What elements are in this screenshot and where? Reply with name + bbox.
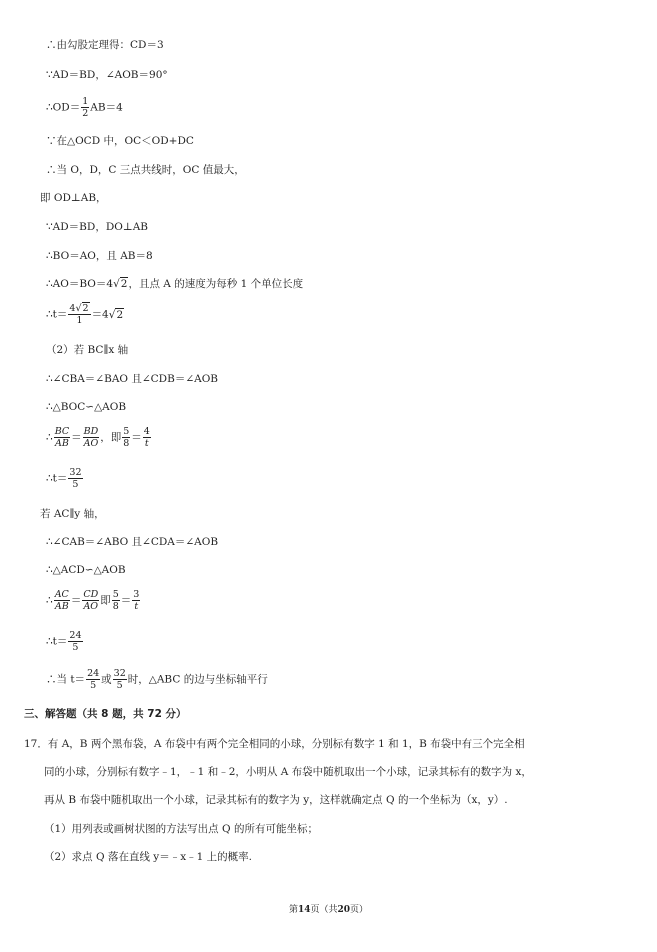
numerator: 5 bbox=[112, 589, 119, 600]
text: 或 bbox=[101, 673, 112, 686]
fraction bbox=[122, 426, 130, 449]
numerator: 32 bbox=[69, 467, 82, 478]
denominator: 8 bbox=[123, 438, 130, 449]
solution-line-6: 即 OD⊥AB， bbox=[40, 192, 107, 204]
text: ＝ bbox=[70, 594, 82, 607]
fraction bbox=[143, 426, 151, 449]
numerator bbox=[68, 303, 90, 315]
numerator: 32 bbox=[113, 668, 126, 679]
text: ∴ bbox=[46, 431, 53, 444]
text: ，且点 A 的速度为每秒 1 个单位长度 bbox=[128, 278, 304, 290]
page-footer bbox=[0, 902, 657, 915]
numerator: 24 bbox=[87, 668, 100, 679]
fraction bbox=[68, 630, 82, 653]
numerator: 24 bbox=[69, 630, 82, 641]
numerator: CD bbox=[83, 589, 99, 600]
solution-line-18: ∴△ACD∽△AOB bbox=[46, 564, 126, 576]
question-line-3: 再从 B 布袋中随机取出一个小球，记录其标有的数字为 y，这样就确定点 Q 的一个坐标为（x，y）. bbox=[44, 794, 508, 806]
denominator: AO bbox=[83, 438, 99, 449]
sqrt: √2 bbox=[75, 303, 89, 314]
text: ∴当 t＝ bbox=[46, 673, 86, 686]
coef: 4 bbox=[69, 303, 76, 314]
question-line-2: 同的小球，分别标有数字﹣1，﹣1 和﹣2，小明从 A 布袋中随机取出一个小球，记录其标有的数字为 x， bbox=[44, 766, 532, 778]
radicand: 2 bbox=[116, 308, 124, 321]
sqrt: √2 bbox=[108, 308, 124, 321]
denominator: 1 bbox=[76, 315, 83, 326]
denominator: 5 bbox=[90, 680, 97, 691]
fraction bbox=[68, 467, 82, 490]
question-part-2: （2）求点 Q 落在直线 y＝﹣x﹣1 上的概率. bbox=[44, 851, 253, 863]
fraction bbox=[68, 303, 90, 326]
fraction bbox=[112, 589, 120, 612]
solution-line-4: ∵在△OCD 中，OC＜OD+DC bbox=[46, 135, 194, 147]
denominator: 8 bbox=[112, 601, 119, 612]
numerator: BC bbox=[54, 426, 70, 437]
fraction bbox=[81, 96, 89, 119]
solution-line-10 bbox=[46, 303, 124, 326]
footer-page-number: 14 bbox=[297, 905, 311, 915]
numerator: AC bbox=[54, 589, 69, 600]
numerator: 5 bbox=[123, 426, 130, 437]
sqrt: √2 bbox=[113, 278, 128, 290]
footer-text: 页（共 bbox=[310, 905, 338, 915]
text: AB＝4 bbox=[90, 101, 123, 114]
solution-line-9 bbox=[46, 277, 303, 291]
text: ∴t＝ bbox=[46, 472, 68, 485]
denominator: 5 bbox=[116, 680, 123, 691]
solution-line-16: 若 AC∥y 轴， bbox=[40, 508, 105, 520]
section-title: 三、解答题（共 8 题，共 72 分） bbox=[24, 708, 187, 720]
footer-text: 第 bbox=[288, 905, 298, 915]
fraction bbox=[113, 668, 127, 691]
denominator: AB bbox=[54, 601, 69, 612]
radicand: 2 bbox=[82, 303, 89, 314]
solution-line-15 bbox=[46, 467, 84, 490]
solution-line-11: （2）若 BC∥x 轴 bbox=[46, 344, 129, 356]
text: ，即 bbox=[100, 431, 122, 444]
solution-line-8: ∴BO＝AO，且 AB＝8 bbox=[46, 250, 153, 262]
solution-line-12: ∴∠CBA＝∠BAO 且∠CDB＝∠AOB bbox=[46, 373, 219, 385]
numerator: BD bbox=[83, 426, 99, 437]
text: 即 bbox=[100, 594, 111, 607]
solution-line-7: ∵AD＝BD，DO⊥AB bbox=[46, 221, 149, 233]
solution-line-1: ∴由勾股定理得：CD＝3 bbox=[46, 39, 164, 51]
solution-line-2: ∵AD＝BD，∠AOB＝90° bbox=[46, 69, 168, 81]
numerator: 3 bbox=[133, 589, 140, 600]
fraction bbox=[86, 668, 100, 691]
footer-text: 页） bbox=[350, 905, 369, 915]
text: ∴OD＝ bbox=[46, 101, 81, 114]
solution-line-21 bbox=[46, 668, 268, 691]
numerator: 4 bbox=[143, 426, 150, 437]
question-part-1: （1）用列表或画树状图的方法写出点 Q 的所有可能坐标； bbox=[44, 823, 318, 835]
denominator: t bbox=[144, 438, 149, 449]
denominator: 2 bbox=[82, 108, 89, 119]
denominator: 5 bbox=[72, 479, 79, 490]
text: ∴t＝ bbox=[46, 635, 68, 648]
solution-line-17: ∴∠CAB＝∠ABO 且∠CDA＝∠AOB bbox=[46, 536, 219, 548]
denominator: AB bbox=[54, 438, 69, 449]
numerator: 1 bbox=[82, 96, 89, 107]
text: ∴t＝ bbox=[46, 308, 68, 321]
text: ∴ bbox=[46, 594, 53, 607]
solution-line-14 bbox=[46, 426, 152, 449]
text: ＝ bbox=[120, 594, 132, 607]
footer-page-total: 20 bbox=[337, 905, 351, 915]
solution-line-3 bbox=[46, 96, 123, 119]
radicand: 2 bbox=[120, 278, 128, 290]
solution-line-20 bbox=[46, 630, 84, 653]
fraction bbox=[54, 426, 70, 449]
fraction bbox=[132, 589, 140, 612]
fraction bbox=[83, 426, 100, 449]
question-line-1: 17．有 A，B 两个黑布袋，A 布袋中有两个完全相同的小球，分别标有数字 1 和 1，B 布袋中有三个完全相 bbox=[24, 738, 525, 750]
solution-line-13: ∴△BOC∽△AOB bbox=[46, 401, 127, 413]
text: ＝ bbox=[71, 431, 82, 444]
text: ∴AO＝BO＝4 bbox=[46, 278, 114, 290]
fraction bbox=[54, 589, 70, 612]
text: 时，△ABC 的边与坐标轴平行 bbox=[127, 673, 268, 686]
denominator: t bbox=[134, 601, 139, 612]
text: ＝4 bbox=[91, 308, 109, 321]
fraction bbox=[82, 589, 99, 612]
denominator: 5 bbox=[72, 642, 79, 653]
solution-line-5: ∴当 O，D，C 三点共线时，OC 值最大， bbox=[46, 164, 245, 176]
solution-line-19 bbox=[46, 589, 141, 612]
text: ＝ bbox=[131, 431, 142, 444]
denominator: AO bbox=[83, 601, 99, 612]
